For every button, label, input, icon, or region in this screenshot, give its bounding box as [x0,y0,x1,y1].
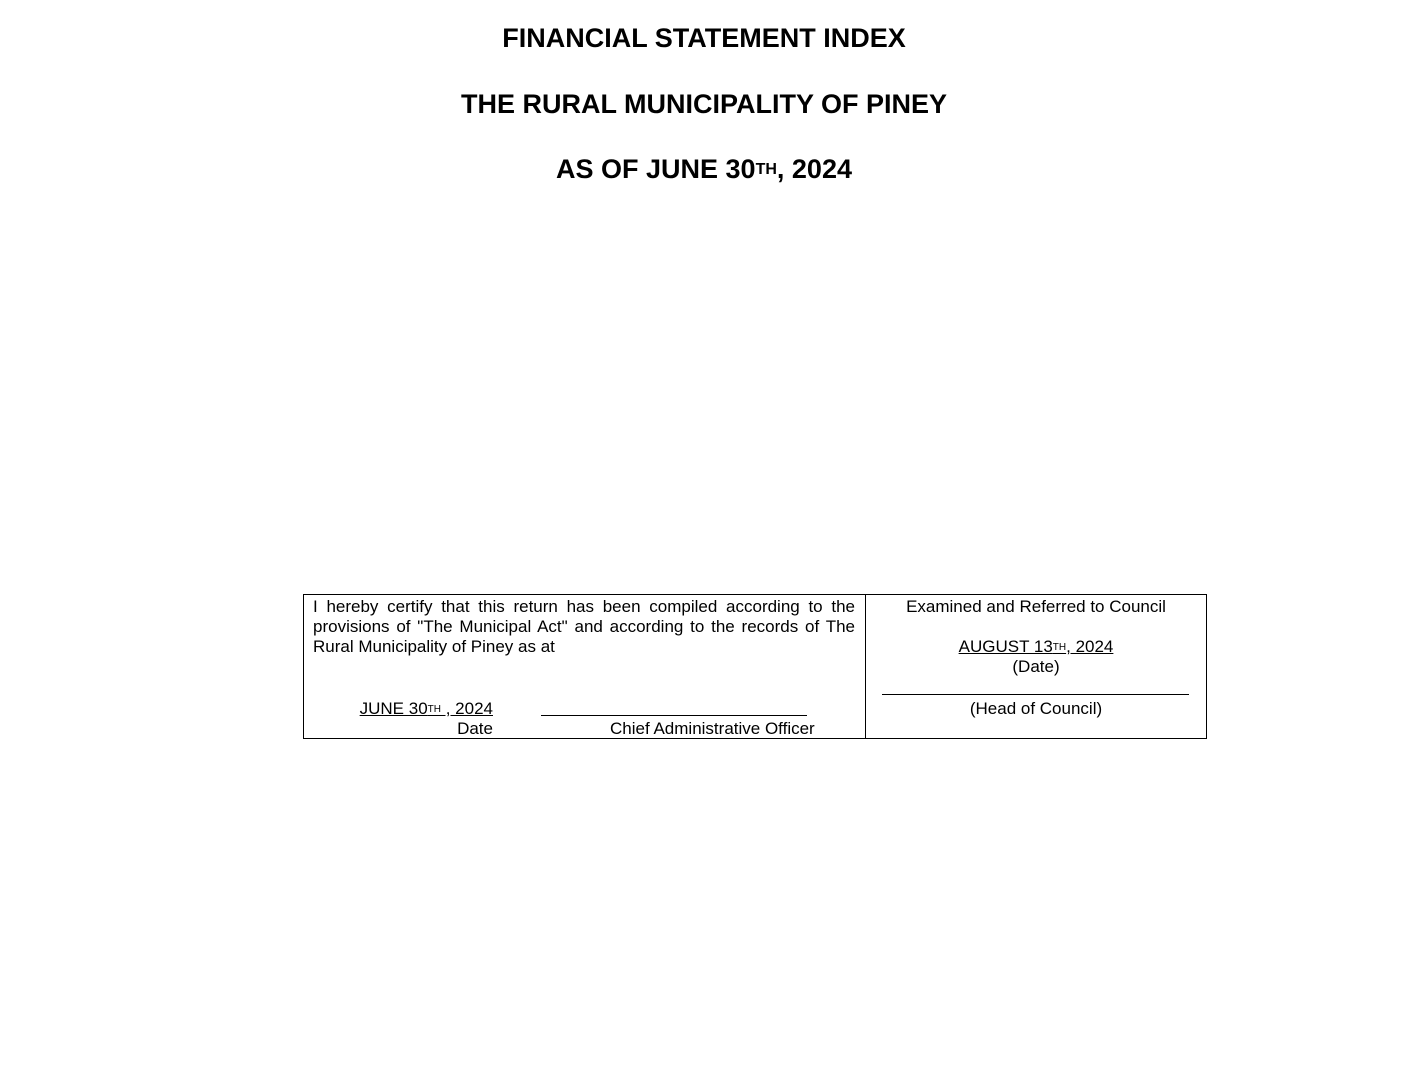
head-of-council-label: (Head of Council) [969,699,1103,718]
certification-date-ordinal: TH [427,704,441,715]
document-title: FINANCIAL STATEMENT INDEX [502,23,906,53]
certification-date-year: , 2024 [441,699,493,718]
certification-date-label: Date [457,719,493,738]
review-date-year: , 2024 [1066,637,1114,656]
certification-box [303,594,1207,739]
review-date-label: (Date) [1012,657,1060,676]
as-of-date-main: AS OF JUNE 30 [556,154,756,184]
review-date-ordinal: TH [1052,642,1067,653]
as-of-date-year: , 2024 [776,154,852,184]
review-panel [866,595,1206,738]
certification-statement: I hereby certify that this return has been compiled according to the provisions of "The Municipal Act" and according to the records of The Rural Municipality of Piney as at [313,597,855,656]
certification-panel [304,595,866,738]
review-date-main: AUGUST 13 [958,637,1053,656]
municipality-name: THE RURAL MUNICIPALITY OF PINEY [460,89,948,119]
certification-date-main: JUNE 30 [359,699,428,718]
as-of-date-ordinal: TH [755,161,777,178]
as-of-date [0,153,1408,190]
head-of-council-signature-line [882,694,1189,695]
review-heading: Examined and Referred to Council [906,597,1166,616]
cao-signature-line [541,715,807,716]
cao-signature-label: Chief Administrative Officer [610,719,815,738]
